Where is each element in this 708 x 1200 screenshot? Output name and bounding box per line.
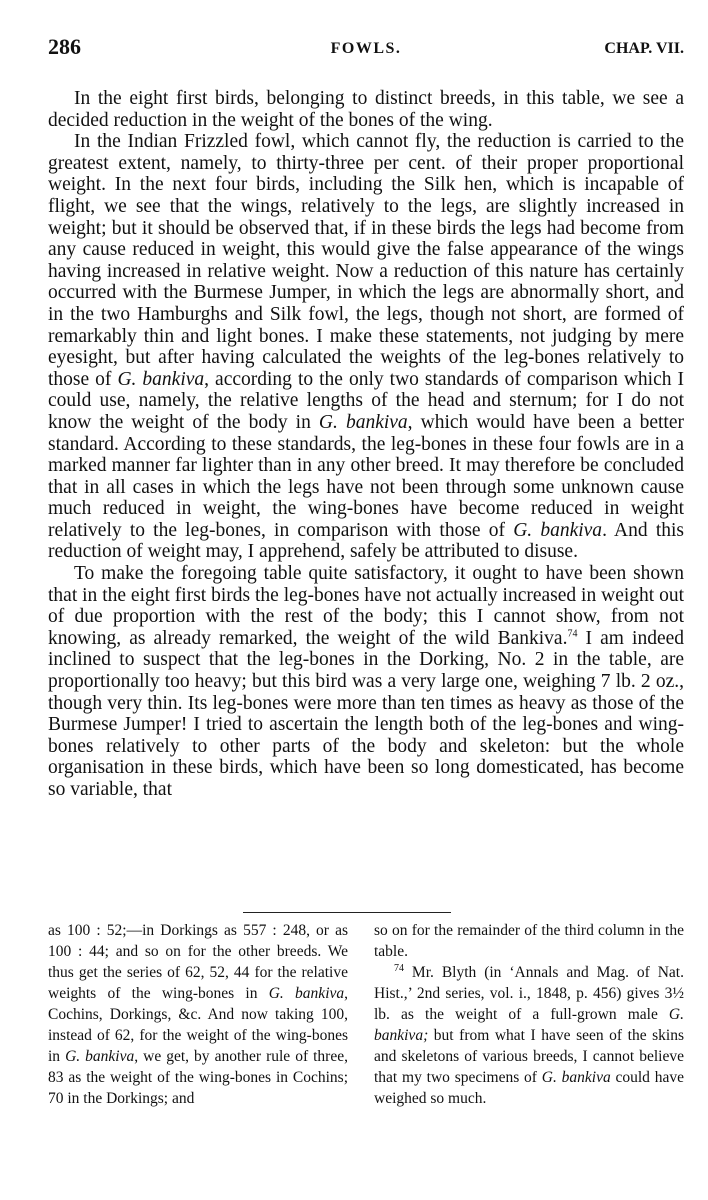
footnote-74: $^{74}$ Mr. Blyth (in ‘Annals and Mag. of Nat. Hist.,’ 2nd series, vol. i., 1848, p. 456) gives 3½ lb. as the weight of a full-grown male G. bankiva; but from what I have seen of the skins and skeletons of various breeds, I cannot believe that my two specimens of G. bankiva could have weighed so much.	[374, 962, 684, 1107]
footnote-column-right	[374, 920, 684, 1109]
species-name: G. bankiva;	[374, 1006, 684, 1044]
paragraph-1: In the eight first birds, belonging to distinct breeds, in this table, we see a decided reduction in the weight of the bones of the wing.	[48, 88, 684, 131]
paragraph-3: To make the foregoing table quite satisfactory, it ought to have been shown that in the eight first birds the leg-bones have not actually increased in weight out of due proportion with the rest of the body; this I cannot show, from not knowing, as already remarked, the weight of the wild Bankiva.$^{74}$ I am indeed inclined to suspect that the leg-bones in the Dorking, No. 2 in the table, are proportionally too heavy; but this bird was a very large one, weighing 7 lb. 2 oz., though very thin. Its leg-bones were more than ten times as heavy as those of the Burmese Jumper! I tried to ascertain the length both of the leg-bones and wing-bones relatively to other parts of the body and skeleton: but the whole organisation in these birds, which have been so long domesticated, has become so variable, that	[48, 563, 685, 800]
chapter-label: CHAP. VII.	[604, 40, 684, 57]
page-number: 286	[48, 34, 81, 59]
footnote-column-left	[48, 920, 348, 1109]
running-header	[48, 34, 684, 66]
footnote-reference[interactable]: 74	[567, 628, 578, 640]
species-name: G. bankiva	[318, 411, 408, 433]
footnote-continuation: as 100 : 52;—in Dorkings as 557 : 248, or as 100 : 44; and so on for the other breeds. We thus get the series of 62, 52, 44 for the relative weights of the wing-bones in G. bankiva, Cochins, Dorkings, &c. And now taking 100, instead of 62, for the weight of the wing-bones in G. bankiva, we get, by another rule of three, 83 as the weight of the wing-bones in Cochins; 70 in the Dorkings; and	[48, 922, 348, 1107]
species-name: G. bankiva	[513, 519, 603, 541]
footnote-marker: 74	[394, 962, 404, 974]
running-title: FOWLS.	[330, 40, 402, 57]
paragraph-2: In the Indian Frizzled fowl, which cannot fly, the reduction is carried to the greatest extent, namely, to thirty-three per cent. of their proper proportional weight. In the next four birds, including the Silk hen, which is incapable of flight, we see that the wings, relatively to the legs, are slightly increased in weight; but it should be observed that, if in these birds the legs had become from any cause reduced in weight, this would give the false appearance of the wings having increased in relative weight. Now a reduction of this nature has certainly occurred with the Burmese Jumper, in which the legs are abnormally short, and in the two Hamburghs and Silk fowl, the legs, though not short, are formed of remarkably thin and light bones. I make these statements, not judging by mere eyesight, but after having calculated the weights of the leg-bones relatively to those of G. bankiva, according to the only two standards of comparison which I could use, namely, the relative lengths of the head and sternum; for I do not know the weight of the body in G. bankiva, which would have been a better standard. According to these standards, the leg-bones in these four fowls are in a marked manner far lighter than in any other breed. It may therefore be concluded that in all cases in which the legs have not been through some unknown cause much reduced in weight, the wing-bones have become reduced in weight relatively to the leg-bones, in comparison with those of G. bankiva. And this reduction of weight may, I apprehend, safely be attributed to disuse.	[48, 131, 685, 563]
species-name: G. bankiva	[541, 1069, 611, 1086]
species-name: G. bankiva	[117, 368, 205, 390]
main-text	[48, 88, 684, 801]
footnote-continuation-end: so on for the remainder of the third column in the table.	[374, 922, 684, 960]
species-name: G. bankiva	[65, 1048, 135, 1065]
footnote-divider	[243, 912, 451, 913]
species-name: G. bankiva	[268, 985, 345, 1002]
